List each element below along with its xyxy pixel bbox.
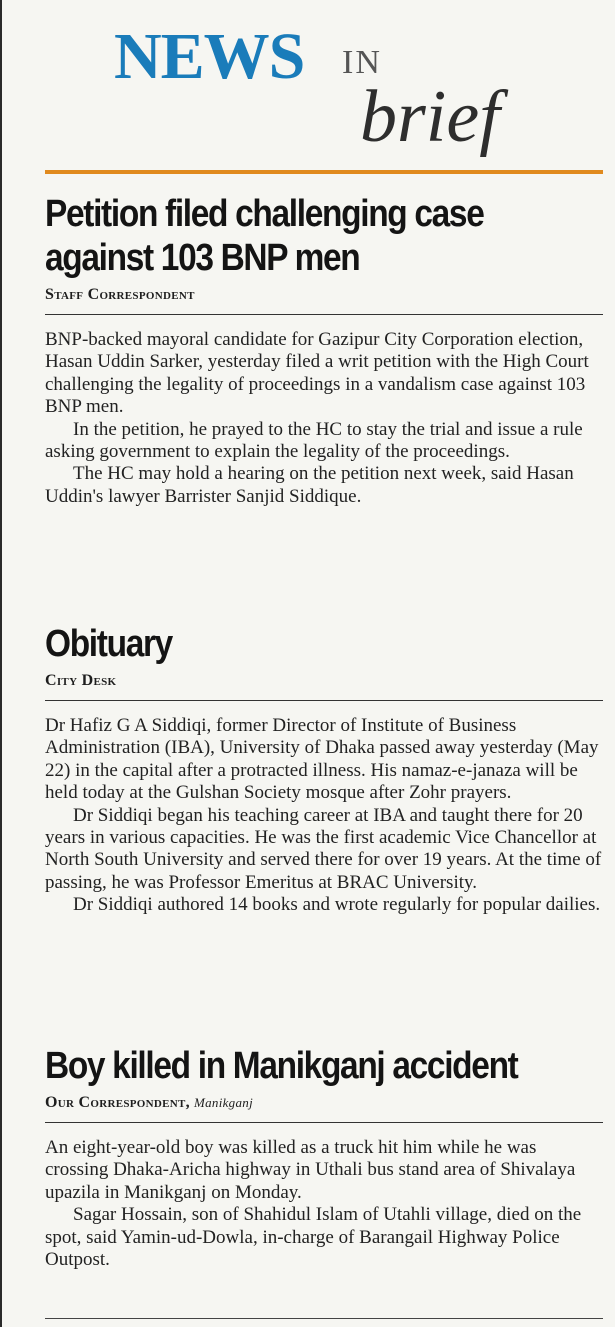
headline-line: against 103 BNP men [45, 237, 360, 279]
story-paragraph: The HC may hold a hearing on the petition next week, said Hasan Uddin's lawyer Barrister Sanjid Siddique. [45, 463, 574, 507]
masthead-in: IN [342, 44, 382, 81]
story-byline: Staff Correspondent [45, 286, 603, 315]
byline-source: Our Correspondent, [45, 1094, 190, 1111]
story-manikganj-accident [45, 1044, 603, 1271]
story-paragraph: An eight-year-old boy was killed as a truck hit him while he was crossing Dhaka-Aricha highway in Uthali bus stand area of Shivalaya upazila in Manikganj on Monday. [45, 1137, 576, 1203]
masthead-news: NEWS [114, 20, 305, 93]
story-paragraph: In the petition, he prayed to the HC to stay the trial and issue a rule asking government to explain the legality of the proceedings. [45, 418, 583, 463]
story-headline: Boy killed in Manikganj accident [45, 1045, 518, 1087]
byline-place: Manikganj [193, 1095, 253, 1110]
story-headline: Obituary [45, 623, 172, 665]
story-body [45, 715, 603, 917]
story-headline [45, 192, 536, 280]
story-body [45, 1137, 603, 1271]
news-in-brief-masthead [110, 10, 590, 170]
masthead-divider [45, 170, 603, 174]
story-paragraph: Dr Hafiz G A Siddiqi, former Director of Institute of Business Administration (IBA), University of Dhaka passed away yesterday (May 22) in the capital after a protracted illness. His namaz-e-janaza will be held today at the Gulshan Society mosque after Zohr prayers. [45, 715, 599, 804]
story-obituary [45, 622, 603, 917]
column-rule-left [0, 0, 2, 1327]
column-bottom-rule [45, 1318, 603, 1319]
story-petition [45, 192, 603, 508]
story-byline [45, 1094, 603, 1123]
masthead-brief: brief [360, 76, 500, 158]
story-byline: City Desk [45, 672, 603, 701]
story-body [45, 329, 603, 508]
story-paragraph: Dr Siddiqi began his teaching career at IBA and taught there for 20 years in various capacities. He was the first academic Vice Chancellor at North South University and served there for over 19 years. At the time of passing, he was Professor Emeritus at BRAC University. [45, 804, 602, 893]
headline-line: Petition filed challenging case [45, 193, 484, 235]
story-paragraph: Dr Siddiqi authored 14 books and wrote regularly for popular dailies. [73, 894, 601, 916]
story-paragraph: Sagar Hossain, son of Shahidul Islam of Utahli village, died on the spot, said Yamin-ud-Dowla, in-charge of Barangail Highway Police Outpost. [45, 1204, 582, 1271]
story-paragraph: BNP-backed mayoral candidate for Gazipur City Corporation election, Hasan Uddin Sarker, yesterday filed a writ petition with the High Court challenging the legality of proceedings in a vandalism case against 103 BNP men. [45, 329, 589, 418]
